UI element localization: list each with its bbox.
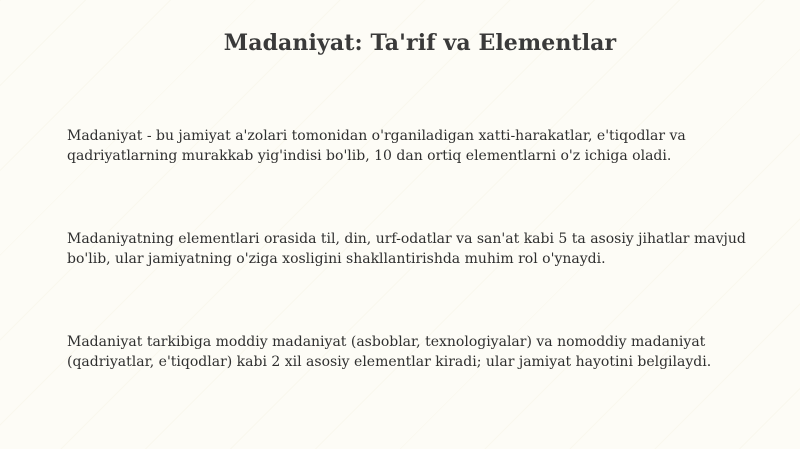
paragraph-material-nonmaterial: Madaniyat tarkibiga moddiy madaniyat (asboblar, texnologiyalar) va nomoddiy madaniyat (qadriyatlar, e'tiqodlar) kabi 2 xil asosiy elementlar kiradi; ular jamiyat hayotini belgilaydi. — [67, 334, 712, 370]
slide-title: Madaniyat: Ta'rif va Elementlar — [223, 30, 617, 56]
paragraph-elements: Madaniyatning elementlari orasida til, din, urf-odatlar va san'at kabi 5 ta asosiy jihatlar mavjud bo'lib, ular jamiyatning o'ziga xosligini shakllantirishda muhim rol o'ynaydi. — [67, 231, 746, 267]
paragraph-definition: Madaniyat - bu jamiyat a'zolari tomonidan o'rganiladigan xatti-harakatlar, e'tiqodlar va qadriyatlarning murakkab yig'indisi bo'lib, 10 dan ortiq elementlarni o'z ichiga oladi. — [67, 128, 686, 164]
